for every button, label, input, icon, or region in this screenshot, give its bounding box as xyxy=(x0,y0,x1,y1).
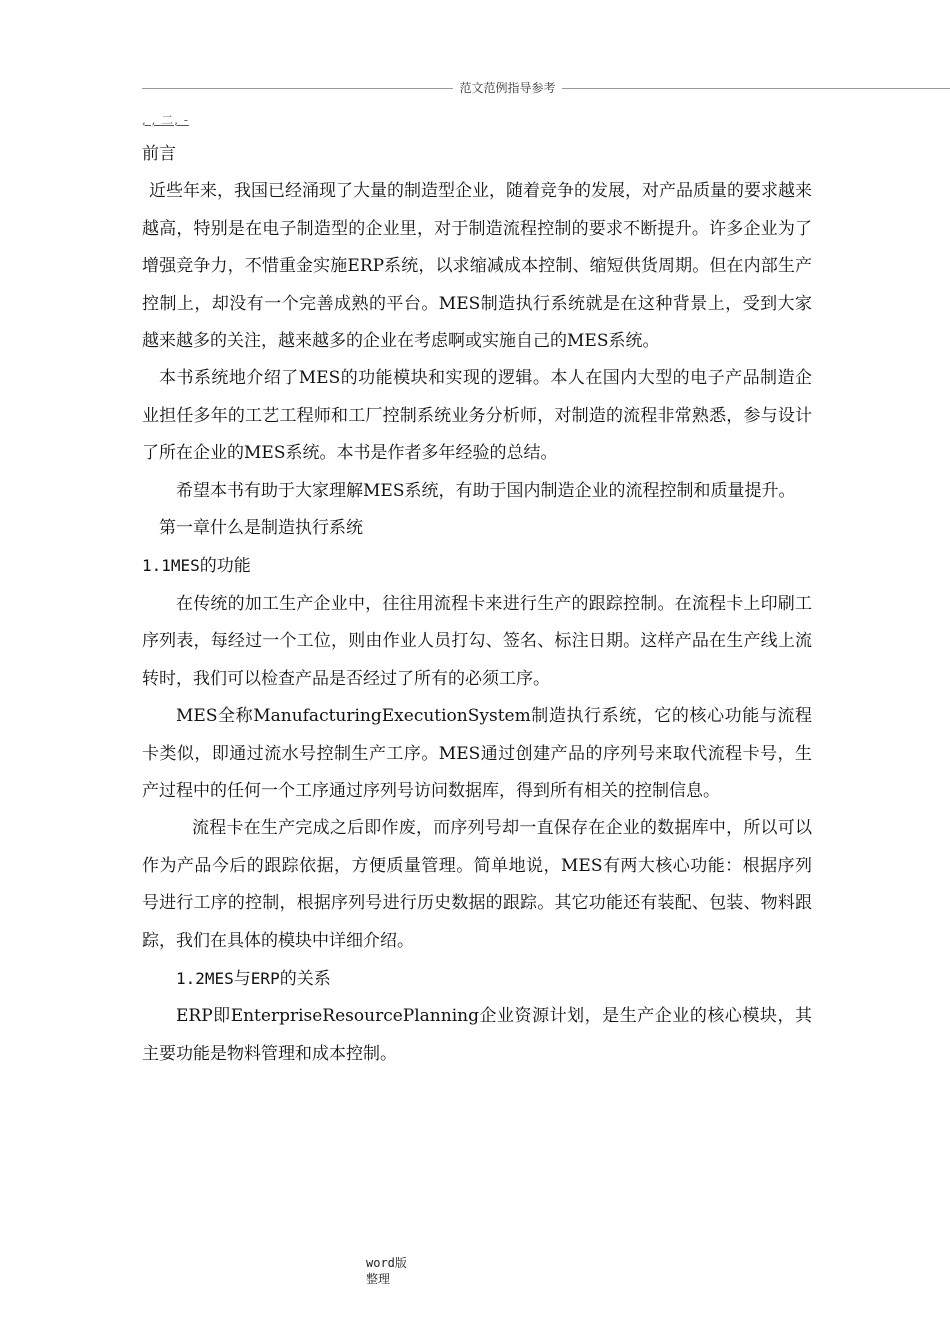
footer-line-2: 整理 xyxy=(366,1272,391,1286)
preface-title: 前言 xyxy=(142,144,176,164)
chapter-title: 第一章什么是制造执行系统 xyxy=(159,518,363,539)
section-erp: ERP xyxy=(250,968,280,988)
section-title: 的功能 xyxy=(199,556,251,577)
section-heading-1-2 xyxy=(142,960,812,998)
document-body xyxy=(142,136,812,1073)
page-footer xyxy=(366,1255,407,1287)
section-number: 1.2MES xyxy=(176,968,234,988)
header-text: 范文范例指导参考 xyxy=(453,81,561,95)
section-1-1-paragraph-2: MES全称ManufacturingExecutionSystem制造执行系统，它的核心功能与流程卡类似，即通过流水号控制生产工序。MES通过创建产品的序列号来取代流程卡号，生产过程中的任何一个工序通过序列号访问数据库，得到所有相关的控制信息。 xyxy=(142,706,812,801)
section-number: 1.1MES xyxy=(142,556,200,576)
section-connector: 与 xyxy=(233,968,251,989)
footer-line-1 xyxy=(366,1255,407,1271)
section-1-1-paragraph-1: 在传统的加工生产企业中，往往用流程卡来进行生产的跟踪控制。在流程卡上印刷工序列表，每经过一个工位，则由作业人员打勾、签名、标注日期。这样产品在生产线上流转时，我们可以检查产品是否经过了所有的必须工序。 xyxy=(142,593,812,689)
section-title: 的关系 xyxy=(279,968,331,989)
page-header xyxy=(0,78,950,98)
section-1-1-paragraph-3: 流程卡在生产完成之后即作废，而序列号却一直保存在企业的数据库中，所以可以作为产品今后的跟踪依据，方便质量管理。简单地说，MES有两大核心功能：根据序列号进行工序的控制，根据序列号进行历史数据的跟踪。其它功能还有装配、包装、物料跟踪，我们在具体的模块中详细介绍。 xyxy=(142,818,812,951)
footer-version: 版 xyxy=(394,1256,407,1270)
preface-paragraph-3: 希望本书有助于大家理解MES系统，有助于国内制造企业的流程控制和质量提升。 xyxy=(176,480,796,501)
section-marker: , , 二, - xyxy=(142,113,189,127)
section-1-2-paragraph-1: ERP即EnterpriseResourcePlanning企业资源计划，是生产企业的核心模块，其主要功能是物料管理和成本控制。 xyxy=(142,1006,812,1064)
footer-word: word xyxy=(366,1256,395,1270)
preface-paragraph-2: 本书系统地介绍了MES的功能模块和实现的逻辑。本人在国内大型的电子产品制造企业担任多年的工艺工程师和工厂控制系统业务分析师，对制造的流程非常熟悉，参与设计了所在企业的MES系统。本书是作者多年经验的总结。 xyxy=(142,368,812,464)
preface-paragraph-1: 近些年来，我国已经涌现了大量的制造型企业，随着竞争的发展，对产品质量的要求越来越高，特别是在电子制造型的企业里，对于制造流程控制的要求不断提升。许多企业为了增强竞争力，不惜重金实施ERP系统，以求缩减成本控制、缩短供货周期。但在内部生产控制上，却没有一个完善成熟的平台。MES制造执行系统就是在这种背景上，受到大家越来越多的关注，越来越多的企业在考虑啊或实施自己的MES系统。 xyxy=(142,181,812,352)
section-heading-1-1 xyxy=(142,547,812,585)
